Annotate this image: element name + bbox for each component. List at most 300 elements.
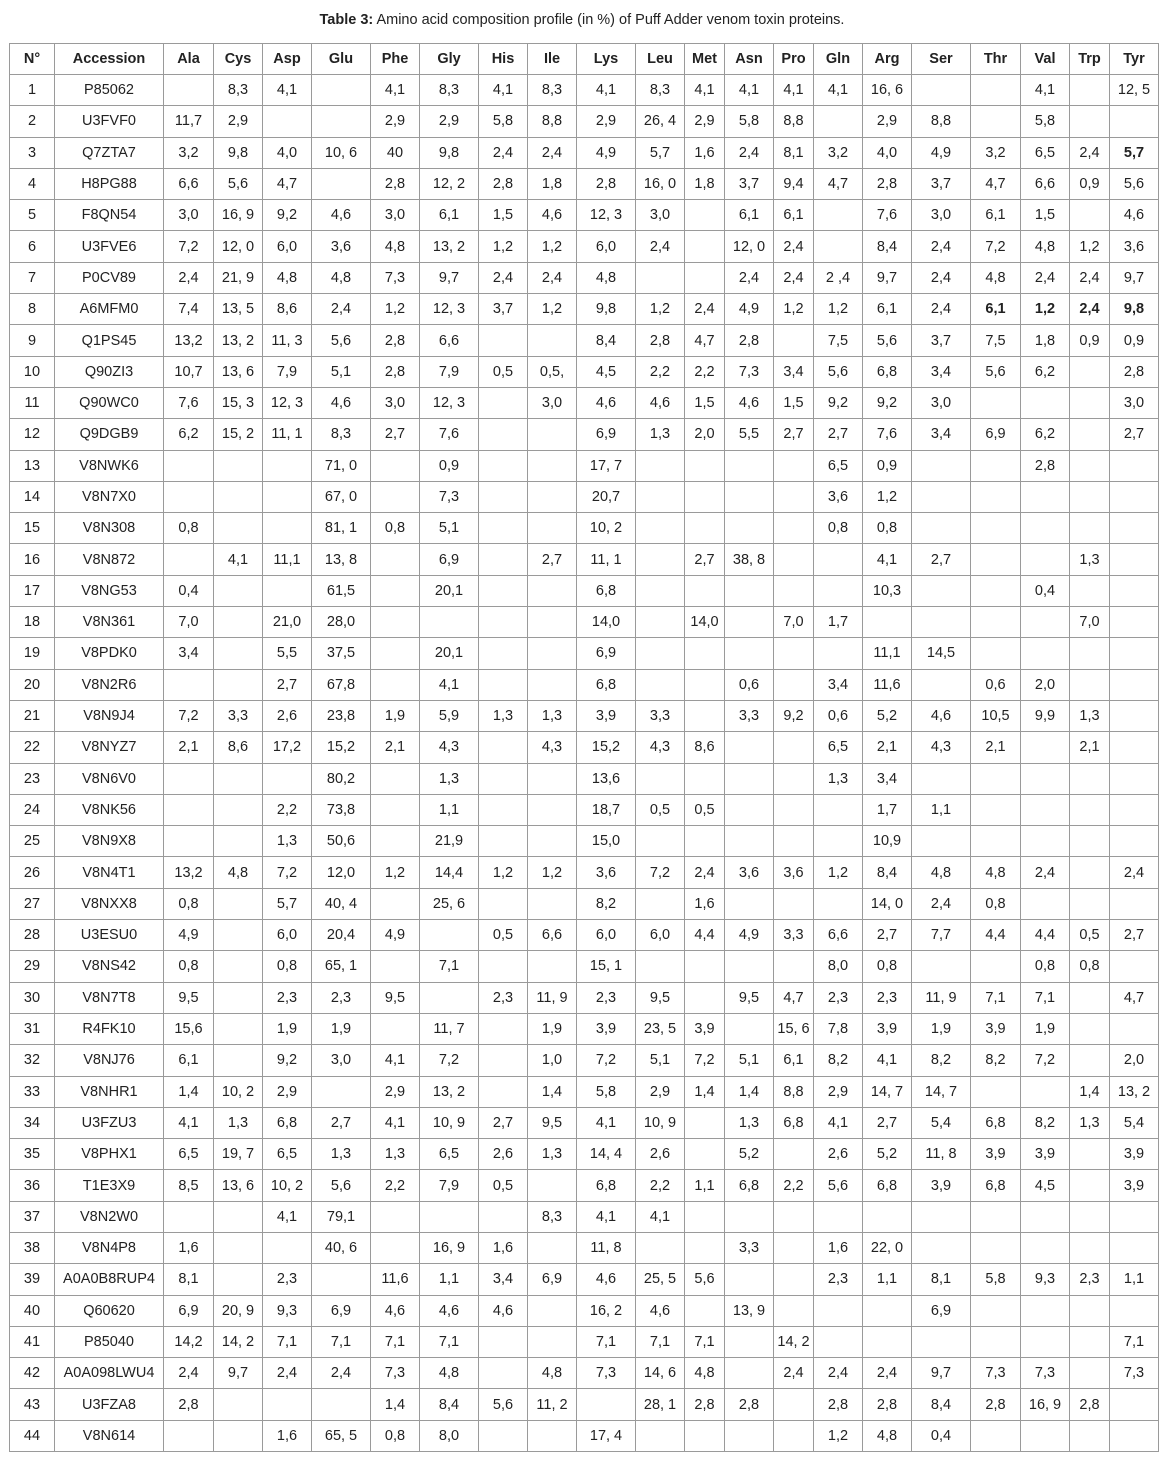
value-cell: 3,2 <box>164 137 214 168</box>
value-cell <box>1070 1295 1110 1326</box>
row-number-cell: 9 <box>10 325 55 356</box>
value-cell: 65, 1 <box>312 951 371 982</box>
value-cell <box>214 826 263 857</box>
value-cell: 2,0 <box>685 419 725 450</box>
value-cell: 2,4 <box>774 231 814 262</box>
value-cell: 2,4 <box>528 262 577 293</box>
value-cell: 6,8 <box>863 356 912 387</box>
value-cell: 7,3 <box>725 356 774 387</box>
table-row <box>10 794 1159 825</box>
value-cell <box>479 1420 528 1451</box>
row-number-cell: 8 <box>10 294 55 325</box>
value-cell: 5,8 <box>971 1264 1021 1295</box>
value-cell: 4,8 <box>312 262 371 293</box>
table-row <box>10 75 1159 106</box>
value-cell: 13, 2 <box>214 325 263 356</box>
value-cell <box>1110 1013 1159 1044</box>
value-cell: 2,4 <box>1070 262 1110 293</box>
value-cell <box>479 1013 528 1044</box>
value-cell <box>814 826 863 857</box>
value-cell: 2,6 <box>636 1139 685 1170</box>
value-cell <box>971 513 1021 544</box>
value-cell: 8,2 <box>971 1045 1021 1076</box>
row-number-cell: 39 <box>10 1264 55 1295</box>
value-cell: 2,8 <box>371 325 420 356</box>
value-cell: 4,6 <box>577 1264 636 1295</box>
value-cell: 7,0 <box>774 607 814 638</box>
value-cell: 1,6 <box>263 1420 312 1451</box>
value-cell: 2,4 <box>528 137 577 168</box>
value-cell: 15, 2 <box>214 419 263 450</box>
value-cell: 0,5 <box>479 920 528 951</box>
value-cell <box>420 920 479 951</box>
value-cell: 3,4 <box>774 356 814 387</box>
value-cell: 9,2 <box>263 200 312 231</box>
value-cell: 8,1 <box>164 1264 214 1295</box>
value-cell <box>1110 1420 1159 1451</box>
value-cell: 7,1 <box>371 1326 420 1357</box>
value-cell: 2,7 <box>528 544 577 575</box>
accession-cell: V8N614 <box>55 1420 164 1451</box>
value-cell: 3,0 <box>636 200 685 231</box>
value-cell <box>1110 638 1159 669</box>
value-cell: 11, 3 <box>263 325 312 356</box>
value-cell <box>312 168 371 199</box>
value-cell: 40 <box>371 137 420 168</box>
value-cell: 4,0 <box>863 137 912 168</box>
value-cell: 3,6 <box>1110 231 1159 262</box>
accession-cell: V8N2W0 <box>55 1201 164 1232</box>
value-cell: 4,7 <box>971 168 1021 199</box>
value-cell: 11, 1 <box>577 544 636 575</box>
value-cell: 7,6 <box>420 419 479 450</box>
value-cell: 4,9 <box>725 920 774 951</box>
value-cell: 0,8 <box>863 513 912 544</box>
value-cell: 1,7 <box>814 607 863 638</box>
value-cell <box>636 951 685 982</box>
value-cell <box>1070 387 1110 418</box>
value-cell <box>164 544 214 575</box>
value-cell <box>636 262 685 293</box>
value-cell: 12,0 <box>312 857 371 888</box>
value-cell <box>1021 1232 1070 1263</box>
value-cell <box>1021 1201 1070 1232</box>
value-cell: 3,9 <box>577 1013 636 1044</box>
value-cell <box>971 1076 1021 1107</box>
column-header: Leu <box>636 44 685 75</box>
row-number-cell: 21 <box>10 700 55 731</box>
value-cell: 1,5 <box>774 387 814 418</box>
value-cell: 12, 3 <box>577 200 636 231</box>
value-cell <box>1110 1201 1159 1232</box>
value-cell: 5,7 <box>636 137 685 168</box>
value-cell: 7,3 <box>1021 1358 1070 1389</box>
value-cell: 1,2 <box>636 294 685 325</box>
value-cell: 28, 1 <box>636 1389 685 1420</box>
row-number-cell: 7 <box>10 262 55 293</box>
accession-cell: V8NHR1 <box>55 1076 164 1107</box>
value-cell: 1,1 <box>863 1264 912 1295</box>
accession-cell: V8N6V0 <box>55 763 164 794</box>
value-cell: 4,1 <box>371 1045 420 1076</box>
value-cell: 14, 2 <box>214 1326 263 1357</box>
accession-cell: V8N4T1 <box>55 857 164 888</box>
value-cell: 2,8 <box>863 1389 912 1420</box>
value-cell <box>479 419 528 450</box>
value-cell: 7,1 <box>312 1326 371 1357</box>
value-cell: 1,4 <box>528 1076 577 1107</box>
value-cell: 18,7 <box>577 794 636 825</box>
value-cell <box>479 575 528 606</box>
value-cell <box>685 638 725 669</box>
value-cell: 7,6 <box>863 200 912 231</box>
value-cell: 2,7 <box>774 419 814 450</box>
value-cell: 1,6 <box>814 1232 863 1263</box>
value-cell <box>636 888 685 919</box>
accession-cell: V8N7X0 <box>55 481 164 512</box>
accession-cell: V8PDK0 <box>55 638 164 669</box>
value-cell <box>1110 575 1159 606</box>
value-cell <box>528 575 577 606</box>
value-cell: 0,6 <box>814 700 863 731</box>
value-cell <box>685 1139 725 1170</box>
value-cell: 4,1 <box>263 1201 312 1232</box>
value-cell: 7,2 <box>636 857 685 888</box>
column-header: Ala <box>164 44 214 75</box>
value-cell: 13,6 <box>577 763 636 794</box>
value-cell <box>1021 1420 1070 1451</box>
value-cell: 2,8 <box>371 356 420 387</box>
row-number-cell: 40 <box>10 1295 55 1326</box>
value-cell: 5,6 <box>479 1389 528 1420</box>
value-cell: 2,1 <box>164 732 214 763</box>
value-cell: 5,6 <box>312 325 371 356</box>
value-cell: 2,8 <box>164 1389 214 1420</box>
value-cell: 1,8 <box>685 168 725 199</box>
value-cell: 7,6 <box>863 419 912 450</box>
value-cell: 9,7 <box>214 1358 263 1389</box>
value-cell <box>479 951 528 982</box>
value-cell <box>479 669 528 700</box>
value-cell: 9,8 <box>1110 294 1159 325</box>
value-cell: 7,3 <box>971 1358 1021 1389</box>
value-cell <box>164 75 214 106</box>
value-cell <box>685 1232 725 1263</box>
value-cell: 3,9 <box>577 700 636 731</box>
value-cell: 0,8 <box>164 888 214 919</box>
value-cell: 4,1 <box>479 75 528 106</box>
value-cell: 4,7 <box>774 982 814 1013</box>
value-cell <box>1021 888 1070 919</box>
value-cell <box>1070 763 1110 794</box>
value-cell <box>912 951 971 982</box>
value-cell <box>725 481 774 512</box>
value-cell: 4,6 <box>1110 200 1159 231</box>
value-cell: 2,8 <box>725 325 774 356</box>
value-cell: 2,9 <box>577 106 636 137</box>
value-cell <box>774 732 814 763</box>
value-cell <box>1021 1295 1070 1326</box>
accession-cell: R4FK10 <box>55 1013 164 1044</box>
table-row <box>10 325 1159 356</box>
value-cell <box>725 1358 774 1389</box>
value-cell: 50,6 <box>312 826 371 857</box>
value-cell: 2,8 <box>863 168 912 199</box>
value-cell <box>1021 513 1070 544</box>
value-cell: 6,2 <box>164 419 214 450</box>
value-cell <box>1070 982 1110 1013</box>
value-cell <box>774 1389 814 1420</box>
value-cell: 5,1 <box>636 1045 685 1076</box>
value-cell <box>636 481 685 512</box>
value-cell: 4,8 <box>577 262 636 293</box>
table-row <box>10 888 1159 919</box>
value-cell: 4,1 <box>1021 75 1070 106</box>
value-cell: 9,7 <box>1110 262 1159 293</box>
value-cell <box>774 1264 814 1295</box>
value-cell: 9,8 <box>577 294 636 325</box>
value-cell: 12, 3 <box>420 294 479 325</box>
value-cell: 4,4 <box>1021 920 1070 951</box>
value-cell: 2,4 <box>685 294 725 325</box>
value-cell: 4,3 <box>636 732 685 763</box>
accession-cell: Q60620 <box>55 1295 164 1326</box>
value-cell: 6,6 <box>420 325 479 356</box>
value-cell: 4,1 <box>577 75 636 106</box>
value-cell <box>725 732 774 763</box>
value-cell <box>971 387 1021 418</box>
value-cell: 7,3 <box>371 1358 420 1389</box>
column-header: Gly <box>420 44 479 75</box>
value-cell: 6,9 <box>164 1295 214 1326</box>
value-cell: 1,3 <box>371 1139 420 1170</box>
row-number-cell: 2 <box>10 106 55 137</box>
value-cell: 13, 2 <box>420 231 479 262</box>
value-cell: 37,5 <box>312 638 371 669</box>
value-cell: 3,9 <box>685 1013 725 1044</box>
accession-cell: P85040 <box>55 1326 164 1357</box>
table-row <box>10 669 1159 700</box>
value-cell <box>725 1201 774 1232</box>
value-cell <box>263 1389 312 1420</box>
value-cell: 4,7 <box>263 168 312 199</box>
value-cell <box>1021 794 1070 825</box>
value-cell: 6,6 <box>1021 168 1070 199</box>
column-header: His <box>479 44 528 75</box>
value-cell: 0,5 <box>636 794 685 825</box>
value-cell: 16, 9 <box>420 1232 479 1263</box>
value-cell <box>528 450 577 481</box>
value-cell: 1,2 <box>528 857 577 888</box>
value-cell: 2,1 <box>971 732 1021 763</box>
value-cell: 4,1 <box>263 75 312 106</box>
value-cell: 2,8 <box>1110 356 1159 387</box>
value-cell: 1,4 <box>685 1076 725 1107</box>
value-cell <box>479 888 528 919</box>
value-cell <box>1110 544 1159 575</box>
value-cell: 7,1 <box>420 951 479 982</box>
value-cell <box>774 513 814 544</box>
value-cell <box>1021 638 1070 669</box>
value-cell: 2,8 <box>685 1389 725 1420</box>
value-cell: 1,2 <box>371 294 420 325</box>
table-row <box>10 1264 1159 1295</box>
value-cell: 12, 0 <box>725 231 774 262</box>
value-cell <box>814 544 863 575</box>
value-cell <box>1021 1076 1070 1107</box>
value-cell: 8,8 <box>774 106 814 137</box>
table-row <box>10 920 1159 951</box>
value-cell <box>685 1420 725 1451</box>
value-cell <box>685 1107 725 1138</box>
value-cell: 3,3 <box>636 700 685 731</box>
value-cell: 7,1 <box>420 1326 479 1357</box>
value-cell <box>725 513 774 544</box>
value-cell: 10,5 <box>971 700 1021 731</box>
value-cell <box>479 481 528 512</box>
value-cell <box>774 450 814 481</box>
value-cell: 0,5 <box>685 794 725 825</box>
value-cell: 6,8 <box>725 1170 774 1201</box>
value-cell: 16, 2 <box>577 1295 636 1326</box>
value-cell <box>164 1420 214 1451</box>
column-header: Trp <box>1070 44 1110 75</box>
value-cell: 9,7 <box>420 262 479 293</box>
value-cell: 2,7 <box>1110 920 1159 951</box>
value-cell <box>312 1389 371 1420</box>
value-cell: 61,5 <box>312 575 371 606</box>
column-header: N° <box>10 44 55 75</box>
value-cell: 0,9 <box>1070 325 1110 356</box>
value-cell: 2,2 <box>636 356 685 387</box>
value-cell <box>479 1076 528 1107</box>
column-header: Cys <box>214 44 263 75</box>
value-cell: 8,2 <box>577 888 636 919</box>
value-cell <box>725 794 774 825</box>
value-cell: 6,1 <box>420 200 479 231</box>
value-cell <box>528 325 577 356</box>
value-cell <box>685 450 725 481</box>
value-cell: 6,5 <box>420 1139 479 1170</box>
value-cell <box>912 826 971 857</box>
value-cell <box>971 607 1021 638</box>
value-cell: 6,5 <box>1021 137 1070 168</box>
value-cell: 16, 6 <box>863 75 912 106</box>
table-row <box>10 513 1159 544</box>
value-cell <box>774 481 814 512</box>
value-cell: 5,6 <box>685 1264 725 1295</box>
value-cell: 0,5 <box>1070 920 1110 951</box>
value-cell <box>912 75 971 106</box>
value-cell: 7,2 <box>164 700 214 731</box>
value-cell: 14, 7 <box>863 1076 912 1107</box>
value-cell: 2,4 <box>164 1358 214 1389</box>
value-cell: 6,0 <box>577 920 636 951</box>
value-cell: 6,9 <box>912 1295 971 1326</box>
value-cell: 1,3 <box>725 1107 774 1138</box>
value-cell: 2,9 <box>371 1076 420 1107</box>
value-cell <box>725 1264 774 1295</box>
value-cell: 4,7 <box>685 325 725 356</box>
value-cell <box>479 1358 528 1389</box>
value-cell: 4,9 <box>164 920 214 951</box>
value-cell: 2,2 <box>685 356 725 387</box>
value-cell <box>528 481 577 512</box>
value-cell: 6,9 <box>577 419 636 450</box>
value-cell: 2,4 <box>1021 857 1070 888</box>
amino-acid-table <box>9 43 1159 1452</box>
value-cell: 1,1 <box>1110 1264 1159 1295</box>
value-cell: 2,4 <box>479 262 528 293</box>
value-cell: 1,6 <box>685 888 725 919</box>
value-cell: 3,0 <box>312 1045 371 1076</box>
value-cell: 3,4 <box>863 763 912 794</box>
value-cell <box>971 1420 1021 1451</box>
value-cell <box>912 513 971 544</box>
value-cell: 4,6 <box>312 200 371 231</box>
value-cell: 2,8 <box>725 1389 774 1420</box>
value-cell: 9,3 <box>1021 1264 1070 1295</box>
value-cell: 5,8 <box>1021 106 1070 137</box>
value-cell <box>1070 75 1110 106</box>
value-cell: 4,8 <box>420 1358 479 1389</box>
accession-cell: Q90WC0 <box>55 387 164 418</box>
value-cell: 2,6 <box>479 1139 528 1170</box>
row-number-cell: 14 <box>10 481 55 512</box>
value-cell <box>528 763 577 794</box>
row-number-cell: 32 <box>10 1045 55 1076</box>
value-cell: 38, 8 <box>725 544 774 575</box>
value-cell: 1,2 <box>371 857 420 888</box>
value-cell <box>774 1139 814 1170</box>
value-cell: 2,7 <box>263 669 312 700</box>
value-cell <box>774 1201 814 1232</box>
value-cell: 3,6 <box>577 857 636 888</box>
value-cell: 0,8 <box>263 951 312 982</box>
value-cell: 15, 3 <box>214 387 263 418</box>
value-cell <box>1021 763 1070 794</box>
value-cell: 1,4 <box>371 1389 420 1420</box>
table-row <box>10 763 1159 794</box>
value-cell: 7,5 <box>971 325 1021 356</box>
table-row <box>10 1107 1159 1138</box>
accession-cell: A0A098LWU4 <box>55 1358 164 1389</box>
value-cell: 4,8 <box>371 231 420 262</box>
value-cell: 1,9 <box>371 700 420 731</box>
value-cell <box>1070 481 1110 512</box>
value-cell <box>814 1201 863 1232</box>
value-cell: 7,9 <box>420 356 479 387</box>
value-cell: 4,6 <box>577 387 636 418</box>
value-cell: 2,4 <box>725 262 774 293</box>
value-cell: 2,9 <box>636 1076 685 1107</box>
value-cell <box>479 1326 528 1357</box>
value-cell: 5,6 <box>814 1170 863 1201</box>
value-cell: 2,8 <box>371 168 420 199</box>
table-row <box>10 356 1159 387</box>
value-cell <box>1070 1139 1110 1170</box>
value-cell: 13, 2 <box>420 1076 479 1107</box>
value-cell <box>312 106 371 137</box>
value-cell <box>971 763 1021 794</box>
value-cell: 1,3 <box>814 763 863 794</box>
value-cell: 9,2 <box>814 387 863 418</box>
value-cell: 11,1 <box>263 544 312 575</box>
value-cell <box>371 763 420 794</box>
value-cell: 3,6 <box>725 857 774 888</box>
accession-cell: V8N2R6 <box>55 669 164 700</box>
accession-cell: Q9DGB9 <box>55 419 164 450</box>
